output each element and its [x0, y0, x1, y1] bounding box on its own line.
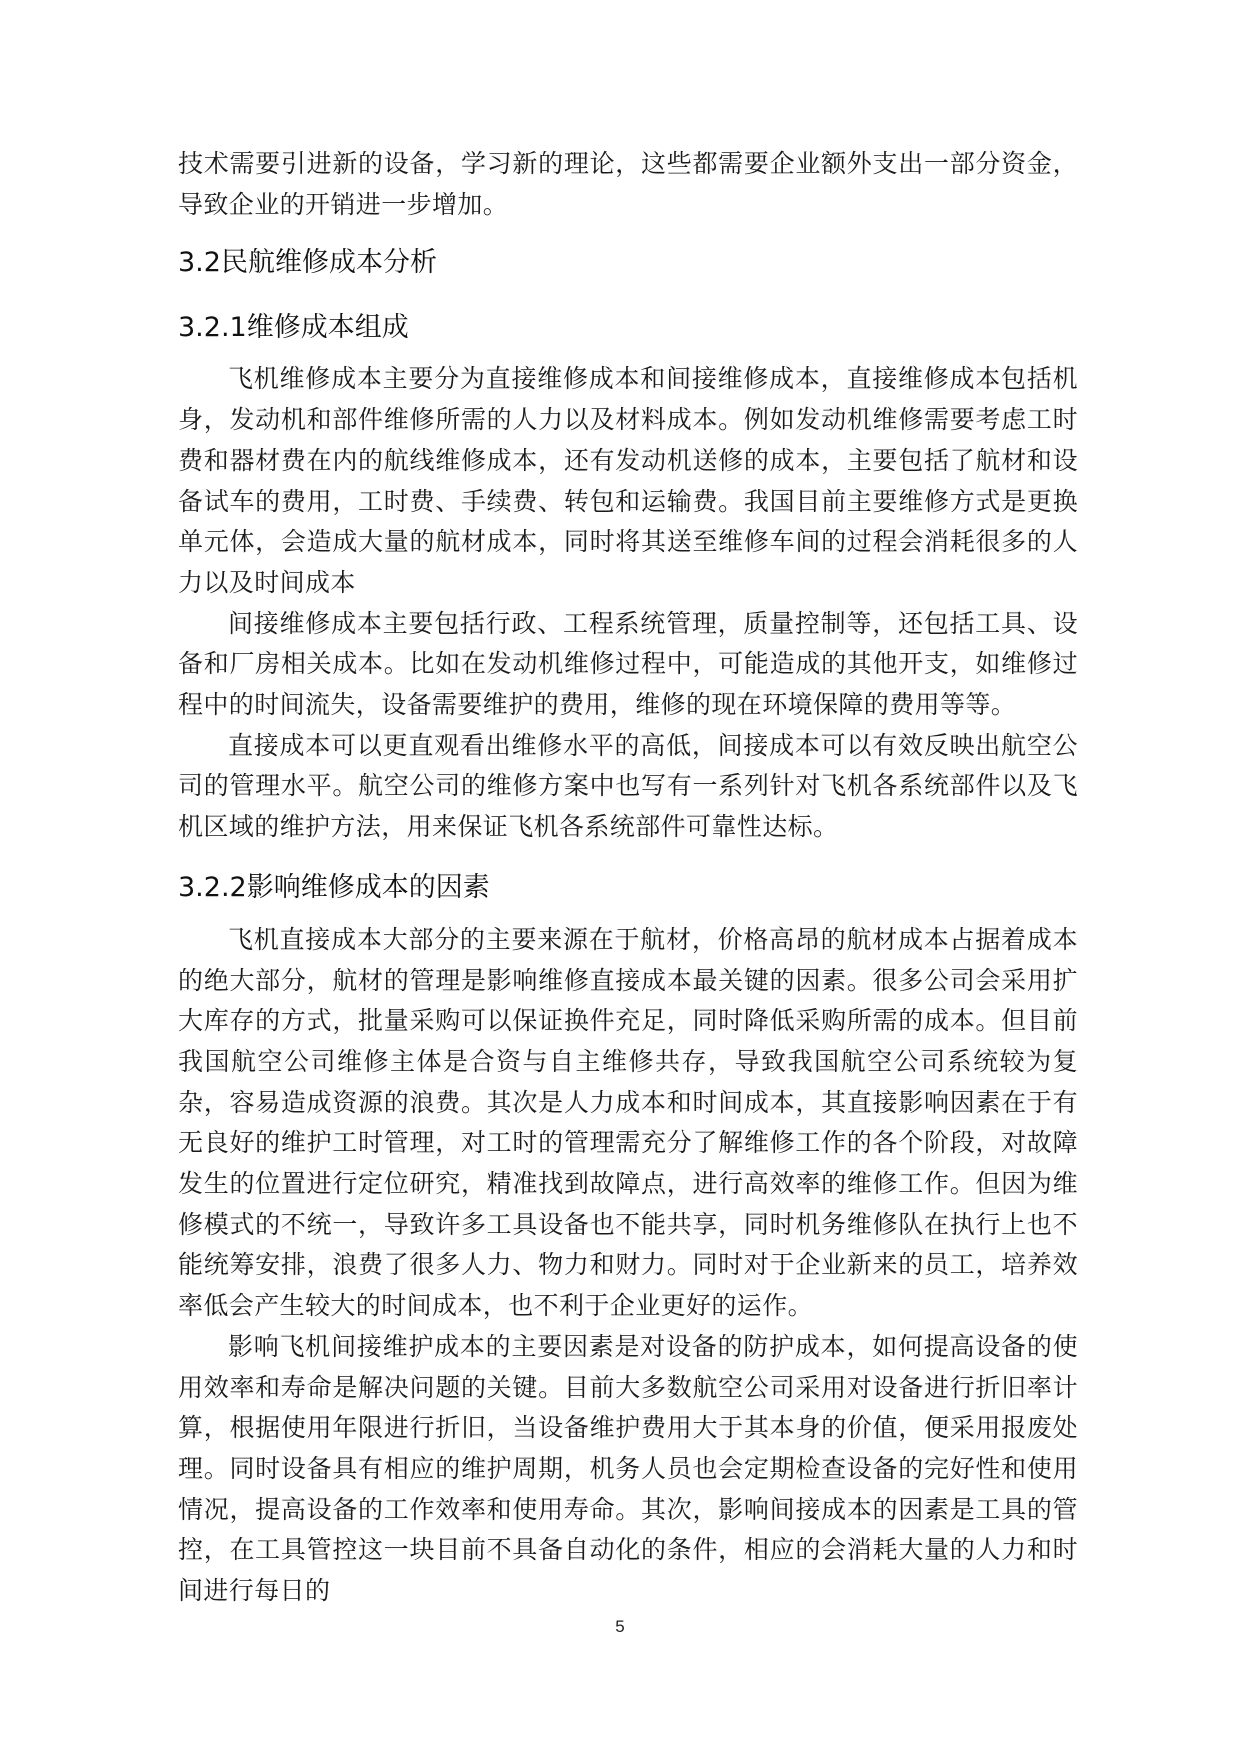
paragraph-indirect-costs: 间接维修成本主要包括行政、工程系统管理，质量控制等，还包括工具、设备和厂房相关成本。比如在发动机维修过程中，可能造成的其他开支，如维修过程中的时间流失，设备需要维护的费用，维修的现在环境保障的费用等等。: [178, 608, 1078, 720]
paragraph-direct-indirect-costs: 飞机维修成本主要分为直接维修成本和间接维修成本，直接维修成本包括机身，发动机和部件维修所需的人力以及材料成本。例如发动机维修需要考虑工时费和器材费在内的航线维修成本，还有发动机送修的成本，主要包括了航材和设备试车的费用，工时费、手续费、转包和运输费。我国目前主要维修方式是更换单元体，会造成大量的航材成本，同时将其送至维修车间的过程会消耗很多的人力以及时间成本: [178, 364, 1078, 597]
paragraph-direct-cost-factors: 飞机直接成本大部分的主要来源在于航材，价格高昂的航材成本占据着成本的绝大部分，航材的管理是影响维修直接成本最关键的因素。很多公司会采用扩大库存的方式，批量采购可以保证换件充足，同时降低采购所需的成本。但目前我国航空公司维修主体是合资与自主维修共存，导致我国航空公司系统较为复杂，容易造成资源的浪费。其次是人力成本和时间成本，其直接影响因素在于有无良好的维护工时管理，对工时的管理需充分了解维修工作的各个阶段，对故障发生的位置进行定位研究，精准找到故障点，进行高效率的维修工作。但因为维修模式的不统一，导致许多工具设备也不能共享，同时机务维修队在执行上也不能统筹安排，浪费了很多人力、物力和财力。同时对于企业新来的员工，培养效率低会产生较大的时间成本，也不利于企业更好的运作。: [178, 924, 1078, 1321]
page-body: [178, 144, 1078, 1612]
subsection-heading-3-2-1: 3.2.1维修成本组成: [178, 312, 409, 344]
paragraph-cost-comparison: 直接成本可以更直观看出维修水平的高低，间接成本可以有效反映出航空公司的管理水平。航空公司的维修方案中也写有一系列针对飞机各系统部件以及飞机区域的维护方法，用来保证飞机各系统部件可靠性达标。: [178, 730, 1078, 842]
section-heading-3-2: 3.2民航维修成本分析: [178, 247, 437, 279]
paragraph-indirect-cost-factors: 影响飞机间接维护成本的主要因素是对设备的防护成本，如何提高设备的使用效率和寿命是解决问题的关键。目前大多数航空公司采用对设备进行折旧率计算，根据使用年限进行折旧，当设备维护费用大于其本身的价值，便采用报废处理。同时设备具有相应的维护周期，机务人员也会定期检查设备的完好性和使用情况，提高设备的工作效率和使用寿命。其次，影响间接成本的因素是工具的管控，在工具管控这一块目前不具备自动化的条件，相应的会消耗大量的人力和时间进行每日的: [178, 1331, 1078, 1606]
page-number: 5: [615, 1617, 625, 1636]
intro-paragraph: 技术需要引进新的设备，学习新的理论，这些都需要企业额外支出一部分资金，导致企业的开销进一步增加。: [178, 149, 1078, 219]
subsection-heading-3-2-2: 3.2.2影响维修成本的因素: [178, 871, 490, 903]
